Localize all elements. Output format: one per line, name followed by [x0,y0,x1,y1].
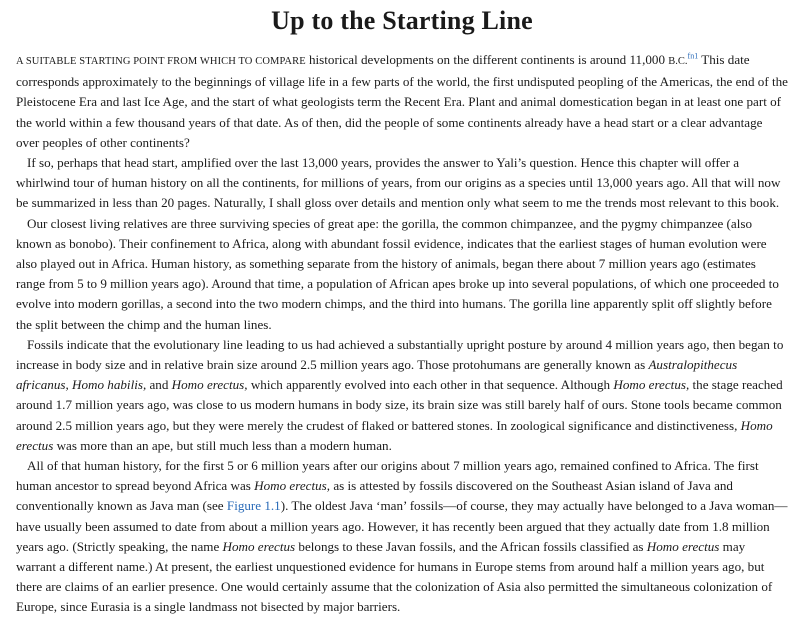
paragraph-2: If so, perhaps that head start, amplified over the last 13,000 years, provides the answer to Yali’s question. Hence this chapter will offer a whirlwind tour of human history on all the continents, for millions of years, from our origins as a species until 13,000 years ago. All that will now be summarized in less than 20 pages. Naturally, I shall gloss over details and mention only what seem to me the trends most relevant to this book. [16,155,781,211]
chapter-body [16,50,788,618]
p5-italic-2: Homo erectus [222,538,296,554]
paragraph-4 [16,335,788,456]
p4-italic-3: Homo erectus, [613,377,690,393]
era-label: B.C. [668,56,688,67]
p5-text-2: as is attested by fossils discovered on the Southeast Asian island of Java and conventionally known as Java man (see [16,478,733,514]
chapter-title: Up to the Starting Line [271,6,533,35]
small-caps-opening: A SUITABLE STARTING POINT FROM WHICH TO COMPARE [16,56,306,67]
p5-text-1: All of that human history, for the first 5 or 6 million years after our origins about 7 million years ago, remained confined to Africa. The first human ancestor to spread beyond Africa was [16,458,759,494]
p5-text-5: may warrant a different name.) At present, the earliest unquestioned evidence for humans in Europe stems from around half a million years ago, but there are claims of an earlier presence. One would certainly assume that the colonization of Asia also permitted the simultaneous colonization of Europe, since Eurasia is a single landmass not bisected by major barriers. [16,538,773,615]
p5-italic-1: Homo erectus, [254,478,331,494]
paragraph-1 [16,50,788,153]
p4-text-4: the stage reached around 1.7 million years ago, was close to us modern humans in body size, its brain size was still barely half of ours. Stone tools became common around 2.5 million years ago, but they were merely the crudest of flaked or battered stones. In zoological significance and distinctiveness, [16,377,783,433]
p5-italic-3: Homo erectus [646,538,720,554]
p4-italic-4: Homo erectus [16,417,773,453]
p5-text-3: ). The oldest Java ‘man’ fossils—of course, they may actually have belonged to a Java woman—have usually been assumed to date from about a million years ago. However, it has recently been argued that they actually date from 1.8 million years ago. (Strictly speaking, the name [16,498,788,554]
p4-italic-2: Homo erectus, [171,377,248,393]
p4-text-3: which apparently evolved into each other in that sequence. Although [247,377,614,393]
p5-text-4: belongs to these Javan fossils, and the African fossils classified as [295,538,647,554]
p4-text-5: was more than an ape, but still much less than a modern human. [53,437,392,453]
p1-text-b: This date corresponds approximately to the beginnings of village life in a few parts of the world, the first undisputed peopling of the Americas, the end of the Pleistocene Era and last Ice Age, and the start of what geologists term the Recent Era. Plant and animal domestication began in at least one part of the world within a few thousand years of that date. As of then, did the people of some continents already have a head start or a clear advantage over peoples of other continents? [16,52,788,150]
paragraph-3: Our closest living relatives are three surviving species of great ape: the gorilla, the common chimpanzee, and the pygmy chimpanzee (also known as bonobo). Their confinement to Africa, along with abundant fossil evidence, indicates that the earliest stages of human evolution were also played out in Africa. Human history, as something separate from the history of animals, began there about 7 million years ago (estimates range from 5 to 9 million years ago). Around that time, a population of African apes broke up into several populations, of which one proceeded to evolve into modern gorillas, a second into the two modern chimps, and the third into humans. The gorilla line apparently split off slightly before the split between the chimp and the human lines. [16,215,779,332]
page [16,0,788,618]
p4-text-2: and [146,377,172,393]
p1-text-a: historical developments on the different continents is around 11,000 [305,52,669,67]
p4-italic-1: Australopithecus africanus, Homo habilis, [16,357,738,393]
footnote-link[interactable]: fn1 [687,51,699,61]
p4-text-1: Fossils indicate that the evolutionary line leading to us had achieved a substantially upright posture by around 4 million years ago, then began to increase in body size and in relative brain size around 2.5 million years ago. Those protohumans are generally known as [16,336,784,373]
figure-link[interactable]: Figure 1.1 [226,498,281,514]
